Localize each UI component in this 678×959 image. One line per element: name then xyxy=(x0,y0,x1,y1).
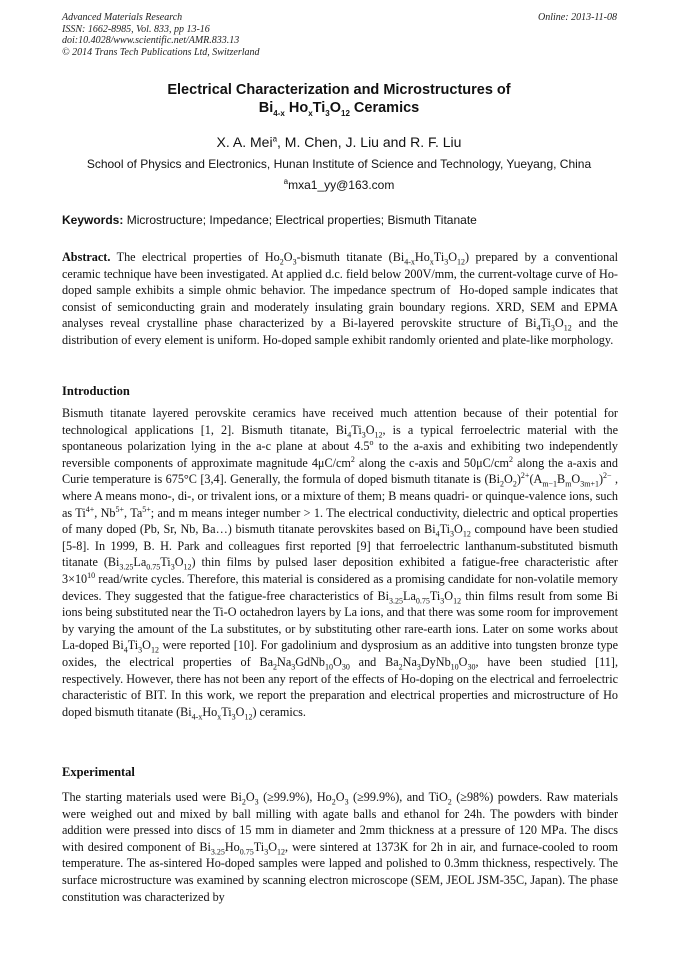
introduction-paragraph: Bismuth titanate layered perovskite ceramics have received much attention because of their potential for technological applications [1, 2]. Bismuth titanate, $Bi_4Ti_3O_{12}$, is a typical ferroelectric material with the spontaneous polarization lying in the a-c plane at about 4.5$^o$ to the a-axis and exhibiting two independently reversible components of approximate magnitude $4\mu C/cm^2$ along the c-axis and $50\mu C/cm^2$ along the a-axis and Curie temperature is 675°C [3,4]. Generally, the formula of doped bismuth titanate is $(Bi_2O_2)^{2+}(A_{m-1}B_mO_{3m+1})^{2-}$ , where A means mono-, di-, or trivalent ions, or a mixture of them; B means quadri- or quinque-valence ions, such as $Ti^{4+}$, $Nb^{5+}$, $Ta^{5+}$; and m means integer number > 1. The electrical conductivity, dielectric and optical properties of many doped (Pb, Sr, Nb, Ba…) bismuth titanate perovskites based on $Bi_4Ti_3O_{12}$ compound have been studied [5-8]. In 1999, B. H. Park and colleagues first reported [9] that ferroelectric lanthanum-substituted bismuth titanate $(Bi_{3.25}La_{0.75}Ti_3O_{12})$ thin films by pulsed laser deposition exhibited a fatigue-free characteristic after $3\times 10^{10}$ read/write cycles. Therefore, this material is considered as a promising candidate for non-volatile memory devices. They suggested that the fatigue-free characteristics of $Bi_{3.25}La_{0.75}Ti_3O_{12}$ thin films result from some Bi ions being substituted near the Ti-O octahedron layers by La ions, and that there was some room for improvement by varying the amount of the La substitutes, or by substituting other rare-earth ions. Later on some works about La-doped $Bi_4Ti_3O_{12}$ were reported [10]. For gadolinium and dysprosium as an additive into tungsten bronze type oxides, the electrical properties of $Ba_2Na_3GdNb_{10}O_{30}$ and $Ba_2Na_3DyNb_{10}O_{30}$, have been studied [11], respectively. However, there has not been any report of the effects of Ho-doping on the electrical and ferroelectric characteristic of BIT. In this work, we report the preparation and electrical properties and microstructure of Ho doped bismuth titanate $(Bi_{4-x}Ho_xTi_3O_{12})$ ceramics. xyxy=(62,406,619,722)
journal-name: Advanced Materials Research xyxy=(62,12,183,23)
online-date: Online: 2013-11-08 xyxy=(538,12,617,23)
author-email: $^a$mxa1_yy@163.com xyxy=(283,177,395,192)
experimental-heading: Experimental xyxy=(62,765,135,779)
journal-header xyxy=(62,12,617,58)
abstract-label: Abstract. xyxy=(62,250,111,264)
keywords-text: Microstructure; Impedance; Electrical properties; Bismuth Titanate xyxy=(123,213,477,227)
keywords xyxy=(62,213,618,227)
affiliation: School of Physics and Electronics, Hunan Institute of Science and Technology, Yueyang, China xyxy=(86,157,592,171)
title-line-1: Electrical Characterization and Microstructures of xyxy=(167,82,511,98)
abstract-paragraph: Abstract. The electrical properties of $Ho_2O_3$-bismuth titanate $(Bi_{4-x}Ho_xTi_3O_{12})$ prepared by a conventional ceramic technique have been investigated. At applied d.c. field below 200V/mm, the current-voltage curve of Ho-doped sample exhibits a simple ohmic behavior. The impedance spectrum of Ho-doped sample indicates that consist of semiconducting grain and moderately insulating grain boundary regions. XRD, SEM and EPMA analyses reveal crystalline phase characterized by a Bi-layered perovskite structure of $Bi_4Ti_3O_{12}$ and the distribution of every element is uniform. Ho-doped sample exhibit randomly oriented and plate-like morphology. xyxy=(62,250,618,347)
copyright-line: © 2014 Trans Tech Publications Ltd, Switzerland xyxy=(62,46,260,58)
experimental-paragraph: The starting materials used were $Bi_2O_3$ (≥99.9%), $Ho_2O_3$ (≥99.9%), and TiO$_2$ (≥98%) powders. Raw materials were weighed out and mixed by ball milling with agate balls and ethanol for 24h. The powders with binder addition were pressed into discs of 15 mm in diameter and 2mm thickness at a pressure of 120 MPa. The discs with desired component of $Bi_{3.25}Ho_{0.75}Ti_3O_{12}$, were sintered at 1373K for 2h in air, and furnace-cooled to room temperature. The as-sintered Ho-doped samples were lapped and polished to 0.3mm thickness, respectively. The surface microstructure was examined by scanning electron microscope (SEM, JEOL JSM-35C, Japan). The phase constitution was characterized by xyxy=(62,790,618,904)
keywords-label: Keywords: xyxy=(62,213,124,227)
author-list: X. A. Mei$^a$, M. Chen, J. Liu and R. F. Liu xyxy=(216,134,462,150)
title-line-2: $Bi_{4-x}$ $Ho_xTi_3O_{12}$ Ceramics xyxy=(258,100,420,118)
introduction-heading: Introduction xyxy=(62,384,130,398)
issn-line: ISSN: 1662-8985, Vol. 833, pp 13-16 xyxy=(62,23,210,35)
doi-line: doi:10.4028/www.scientific.net/AMR.833.13 xyxy=(62,35,240,46)
email-text: mxa1_yy@163.com xyxy=(288,178,395,192)
paper-title xyxy=(40,81,638,117)
